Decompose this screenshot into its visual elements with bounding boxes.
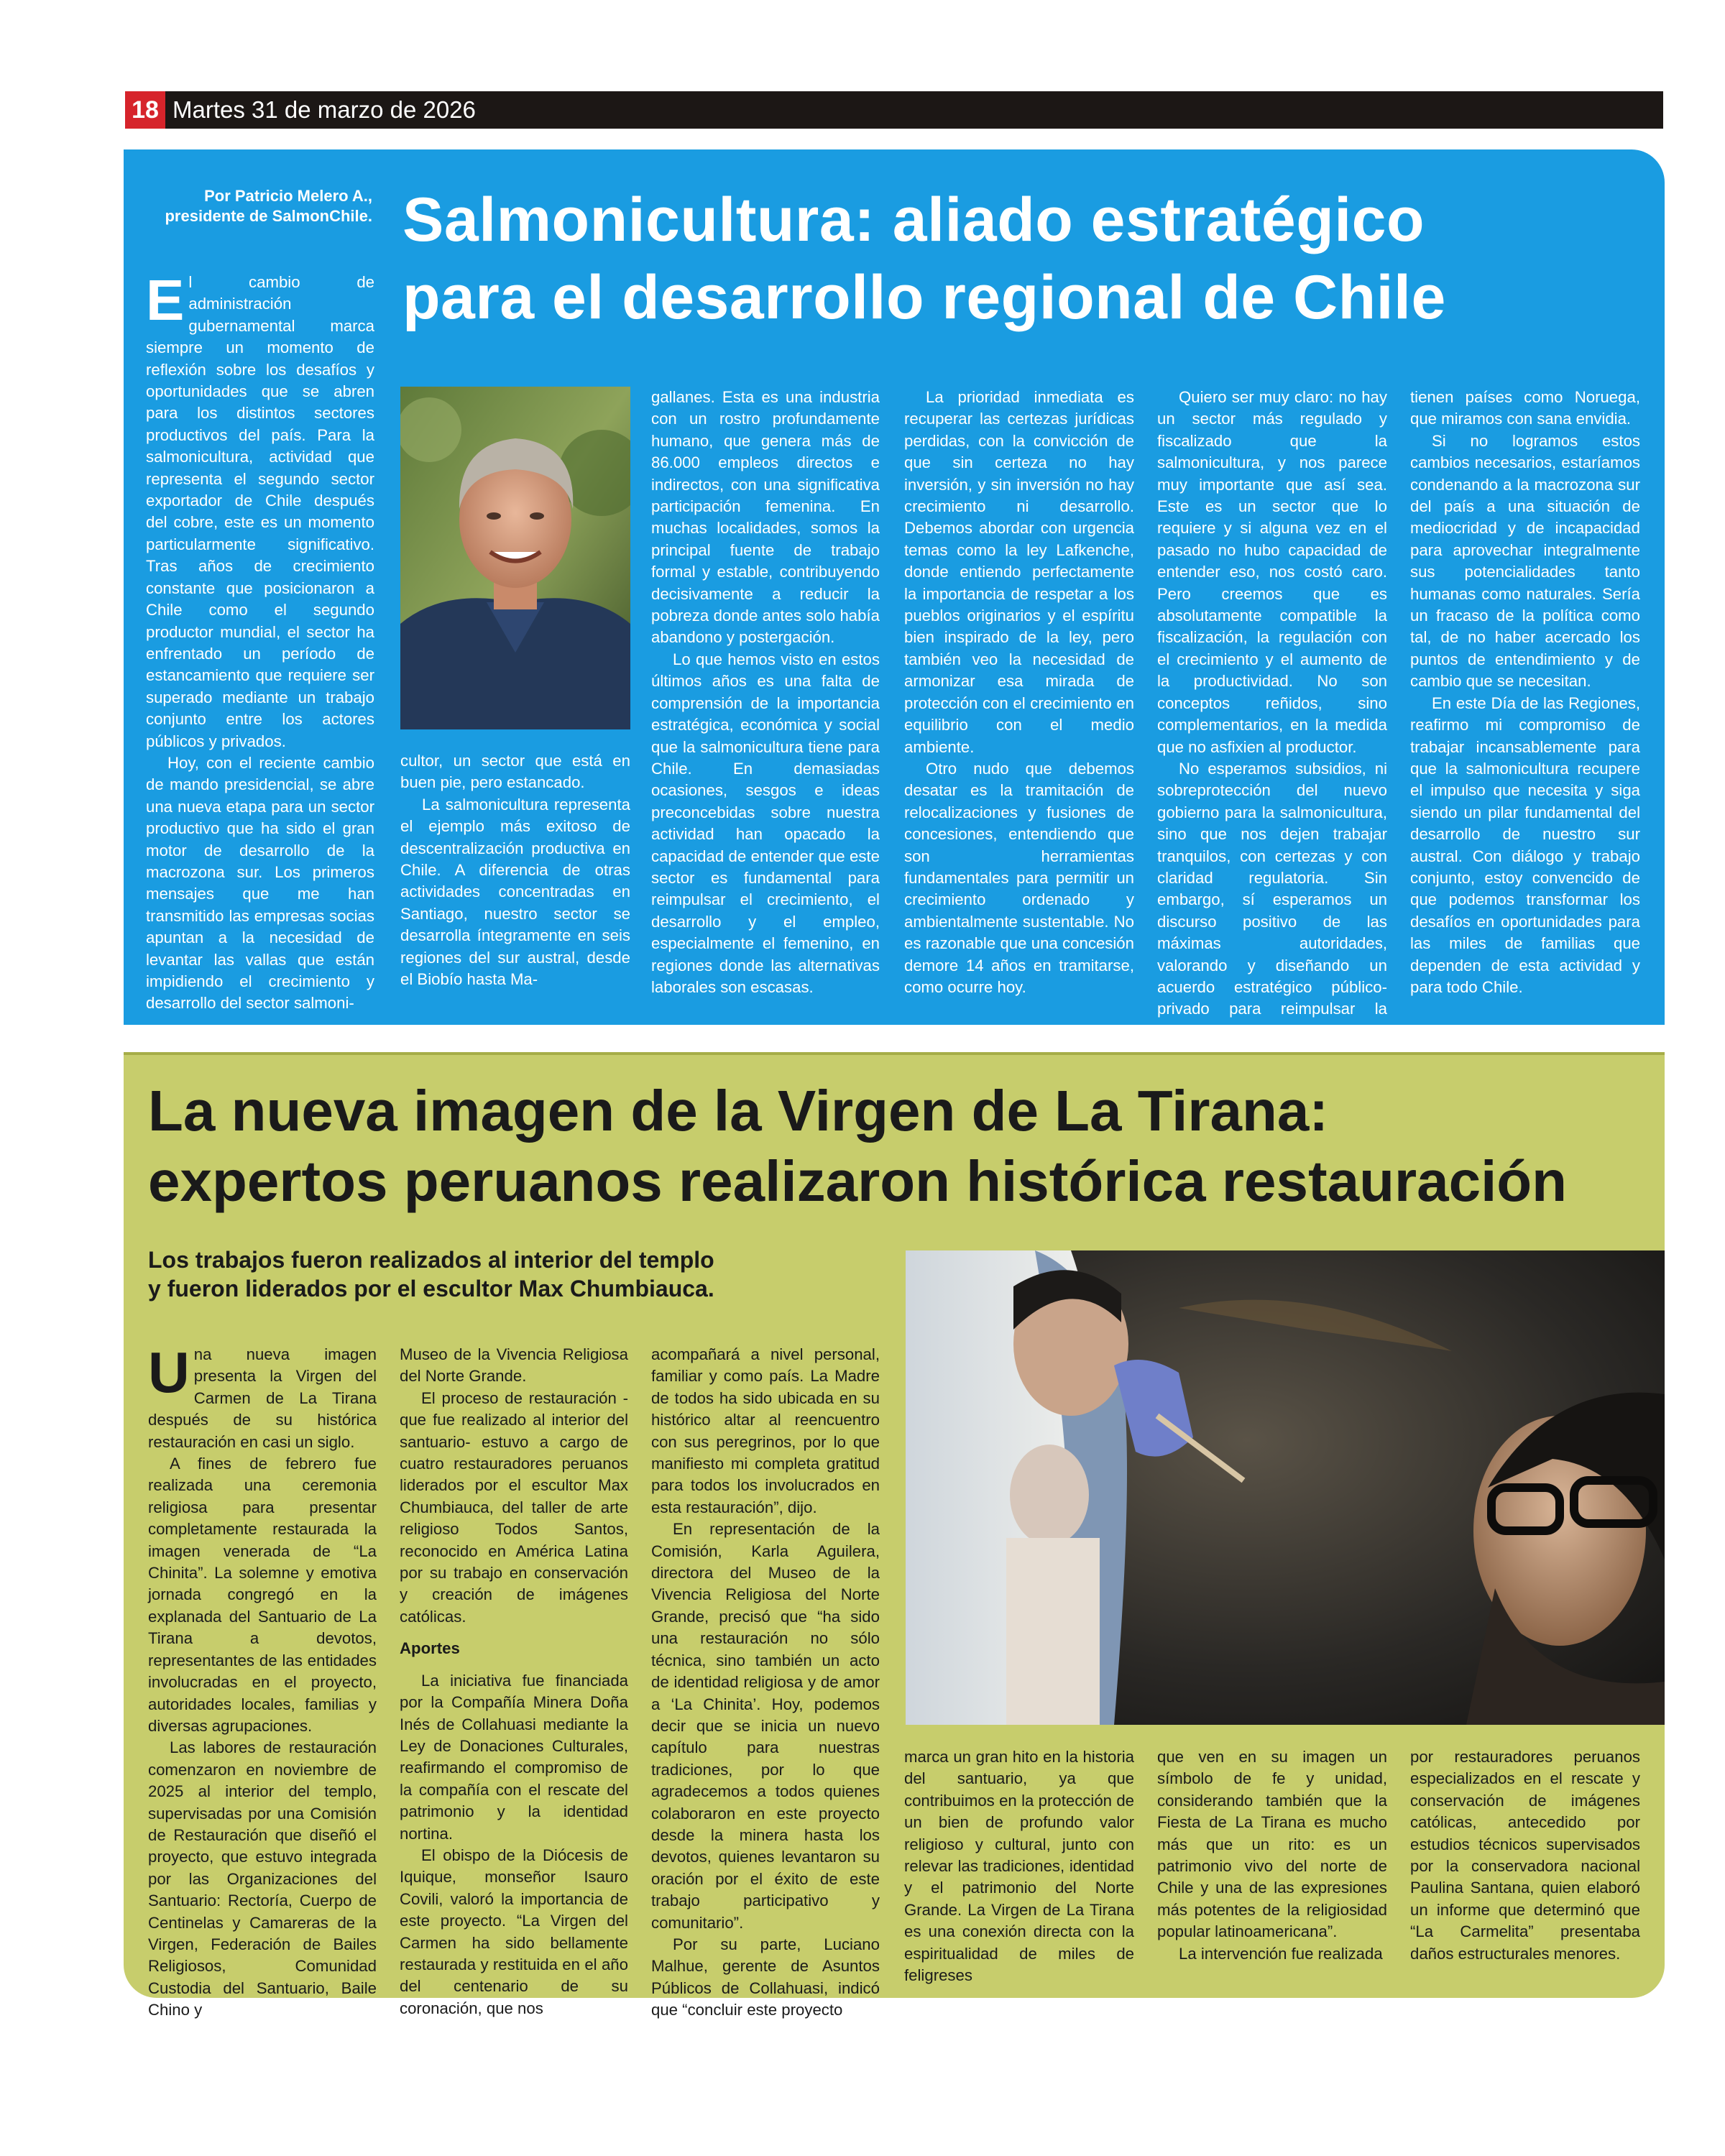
paragraph: que ven en su imagen un símbolo de fe y unidad, considerando también que la Fiesta de La Tirana es mucho más que un rito: es un patrimonio vivo del norte de Chile y una de las expresiones más potentes de la religiosidad popular latinoamericana”. [1157,1748,1387,1941]
article2-title-line1: La nueva imagen de la Virgen de La Tirana: [148,1079,1329,1143]
paragraph: La iniciativa fue financiada por la Compañía Minera Doña Inés de Collahuasi mediante la Ley de Donaciones Culturales, reafirmando el compromiso de la compañía con el rescate del patrimonio y la identidad nortina. [400,1671,628,1843]
article1-col1 [146,268,374,1015]
paragraph: l cambio de administración gubernamental marca siempre un momento de reflexión sobre los desafíos y oportunidades que se abren para los distintos sectores productivos del país. Para la salmonicultura, actividad que representa el segundo sector exportador de Chile después del cobre, este es un momento particularmente significativo. Tras años de crecimiento constante que posicionaron a Chile como el segundo productor mundial, el sector ha enfrentado un período de estancamiento que requiere ser superado mediante un trabajo conjunto entre los actores públicos y privados. [146,273,374,750]
subhead-line1: Los trabajos fueron realizados al interior del templo [148,1247,714,1273]
restoration-scene-image [906,1250,1665,1725]
article1-title-line1: Salmonicultura: aliado estratégico [402,185,1425,254]
article2-col3 [651,1344,880,2022]
paragraph: El proceso de restauración - que fue realizado al interior del santuario- estuvo a cargo de cuatro restauradores peruanos liderados por el escultor Max Chumbiauca, del taller de arte religioso Todos Santos, reconocido en América Latina por su trabajo en conservación y creación de imágenes católicas. [400,1388,628,1626]
paragraph: El obispo de la Diócesis de Iquique, monseñor Isauro Covili, valoró la importancia de este proyecto. “La Virgen del Carmen ha sido bellamente restaurada y restituida en el año del centenario de su coronación, que nos [400,1846,628,2017]
article1-col2 [400,750,630,990]
article2-col1 [148,1340,377,2022]
paragraph: Museo de la Vivencia Religiosa del Norte Grande. [400,1345,628,1386]
drop-cap: U [148,1340,190,1404]
author-portrait-image [400,387,630,729]
paragraph: La salmonicultura representa el ejemplo más exitoso de descentralización productiva en Chile. A diferencia de otras actividades concentradas en Santiago, nuestro sector se desarrolla íntegramente en seis regiones del sur austral, desde el Biobío hasta Ma- [400,795,630,989]
article1-title [402,181,1653,336]
divider [124,1052,1665,1055]
paragraph: por restauradores peruanos especializados en el rescate y conservación de imágenes católicas, antecedido por estudios técnicos supervisados por la conservadora nacional Paulina Santana, quien elaboró un informe que determinó que “La Carmelita” presentaba daños estructurales menores. [1410,1748,1640,1963]
article2-title-line2: expertos peruanos realizaron histórica restauración [148,1149,1568,1213]
article1-title-line2: para el desarrollo regional de Chile [402,263,1446,332]
byline [142,186,372,226]
article2-col6 [1410,1746,1640,1965]
paragraph: Las labores de restauración comenzaron en noviembre de 2025 al interior del templo, supervisadas por una Comisión de Restauración que diseñó el proyecto, que estuvo integrada por las Organizaciones del Santuario: Rectoría, Cuerpo de Centinelas y Camareras de la Virgen, Federación de Bailes Religiosos, Comunidad Custodia del Santuario, Baile Chino y [148,1738,377,2019]
paragraph: A fines de febrero fue realizada una ceremonia religiosa para presentar completamente restaurada la imagen venerada de “La Chinita”. La solemne y emotiva jornada congregó en la explanada del Santuario de La Tirana a devotos, representantes de las entidades involucradas en el proyecto, autoridades locales, familias y diversas agrupaciones. [148,1455,377,1735]
paragraph: tienen países como Noruega, que miramos con sana envidia. [1410,388,1640,428]
article1-col5 [1157,387,1387,1042]
paragraph: Hoy, con el reciente cambio de mando presidencial, se abre una nueva etapa para un sector productivo que ha sido el gran motor de desarrollo de la macrozona sur. Los primeros mensajes que me han transmitido las empresas socias apuntan a la necesidad de levantar las vallas que están impidiendo el crecimiento y desarrollo del sector salmoni- [146,753,374,1013]
issue-date: Martes 31 de marzo de 2026 [172,96,476,123]
paragraph: La prioridad inmediata es recuperar las certezas jurídicas perdidas, con la convicción de que sin certeza no hay inversión, y sin inversión no hay crecimiento ni desarrollo. Debemos abordar con urgencia temas como la ley Lafkenche, donde entiendo perfectamente la importancia de respetar a los pueblos originarios y el espíritu bien inspirado de la ley, pero también veo la necesidad de armonizar esa mirada de protección con el crecimiento en equilibrio con el medio ambiente. [904,388,1134,756]
paragraph: En representación de la Comisión, Karla Aguilera, directora del Museo de la Vivencia Religiosa del Norte Grande, precisó que “ha sido una restauración no sólo técnica, sino también un acto de identidad religiosa y de amor a ‘La Chinita’. Hoy, podemos decir que se inicia un nuevo capítulo para nuestras tradiciones, por lo que agradecemos a todos quienes colaboraron en este proyecto desde la minera hasta los devotos, quienes levantaron su oración por el éxito de este trabajo participativo y comunitario”. [651,1520,880,1932]
section-heading-aportes: Aportes [400,1639,460,1658]
paragraph: cultor, un sector que está en buen pie, pero estancado. [400,752,630,792]
paragraph: No esperamos subsidios, ni sobreprotección del nuevo gobierno para la salmonicultura, sino que nos dejen trabajar tranquilos, con certezas y con claridad regulatoria. Sin embargo, sí esperamos un discurso positivo de las máximas autoridades, valorando y diseñando un acuerdo estratégico público-privado para reimpulsar la salmonicultura, como el que [1157,759,1387,1040]
article2-col5 [1157,1746,1387,1965]
paragraph: gallanes. Esta es una industria con un rostro profundamente humano, que genera más de 86.000 empleos directos e indirectos, con una significativa participación femenina. En muchas localidades, somos la principal fuente de trabajo formal y estable, contribuyendo decisivamente a reducir la pobreza donde antes solo había abandono y postergación. [651,388,880,647]
paragraph: La intervención fue realizada [1179,1944,1383,1963]
author-photo [400,387,630,729]
paragraph: En este Día de las Regiones, reafirmo mi compromiso de trabajar incansablemente para que la salmonicultura recupere el impulso que necesita y siga siendo un pilar fundamental del desarrollo de nuestro sur austral. Con diálogo y trabajo conjunto, estoy convencido de que podemos transformar los desafíos en oportunidades para las miles de familias que dependen de esta actividad y para todo Chile. [1410,694,1640,996]
paragraph: Si no logramos estos cambios necesarios, estaríamos condenando a la macrozona sur del país a una situación de mediocridad y de incapacidad para aprovechar integralmente sus potencialidades tanto humanas como naturales. Sería un fracaso de la política como tal, de no haber acercado los puntos de entendimiento y de cambio que se necesitan. [1410,431,1640,691]
paragraph: Por su parte, Luciano Malhue, gerente de Asuntos Públicos de Collahuasi, indicó que “concluir este proyecto [651,1935,880,2019]
article1-col3 [651,387,880,998]
article1-col4 [904,387,1134,998]
restoration-photo [906,1250,1665,1725]
byline-role: presidente de SalmonChile. [165,207,372,225]
paragraph: Quiero ser muy claro: no hay un sector más regulado y fiscalizado que la salmonicultura, y nos parece muy importante que así sea. Este es un sector que lo requiere y si alguna vez en el pasado no hubo capacidad de entender eso, nos costó caro. Pero creemos que es absolutamente compatible la fiscalización, la regulación con el crecimiento y el aumento de la productividad. No son conceptos reñidos, sino complementarios, en la medida que no asfixien al productor. [1157,388,1387,756]
paragraph: marca un gran hito en la historia del santuario, ya que contribuimos en la protección de un bien de profundo valor religioso y cultural, junto con relevar las tradiciones, identidad y el patrimonio del Norte Grande. La Virgen de La Tirana es una conexión directa con la espiritualidad de miles de feligreses [904,1748,1134,1985]
article2-col4 [904,1746,1134,1986]
byline-author: Por Patricio Melero A., [204,187,372,205]
page-number: 18 [125,91,165,129]
drop-cap: E [146,268,185,332]
paragraph: acompañará a nivel personal, familiar y como país. La Madre de todos ha sido ubicada en su histórico altar al reencuentro con sus peregrinos, por lo que manifiesto mi completa gratitud para todos los involucrados en esta restauración”, dijo. [651,1345,880,1516]
article2-subheading [148,1245,795,1303]
subhead-line2: y fueron liderados por el escultor Max Chumbiauca. [148,1276,714,1302]
article2-title [148,1076,1657,1217]
paragraph: Lo que hemos visto en estos últimos años es una falta de comprensión de la importancia estratégica, económica y social que la salmonicultura tiene para Chile. En demasiadas ocasiones, sesgos e ideas preconcebidas sobre nuestra actividad han opacado la capacidad de entender que este sector es fundamental para reimpulsar el crecimiento, el desarrollo y el empleo, especialmente el femenino, en regiones donde las alternativas laborales son escasas. [651,650,880,996]
paragraph: Otro nudo que debemos desatar es la tramitación de relocalizaciones y fusiones de concesiones, entendiendo que son herramientas fundamentales para permitir un crecimiento ordenado y ambientalmente sustentable. No es razonable que una concesión demore 14 años en tramitarse, como ocurre hoy. [904,759,1134,996]
article1-col6 [1410,387,1640,998]
paragraph: na nueva imagen presenta la Virgen del Carmen de La Tirana después de su histórica restauración en casi un siglo. [148,1345,377,1451]
article2-col2 [400,1344,628,2019]
